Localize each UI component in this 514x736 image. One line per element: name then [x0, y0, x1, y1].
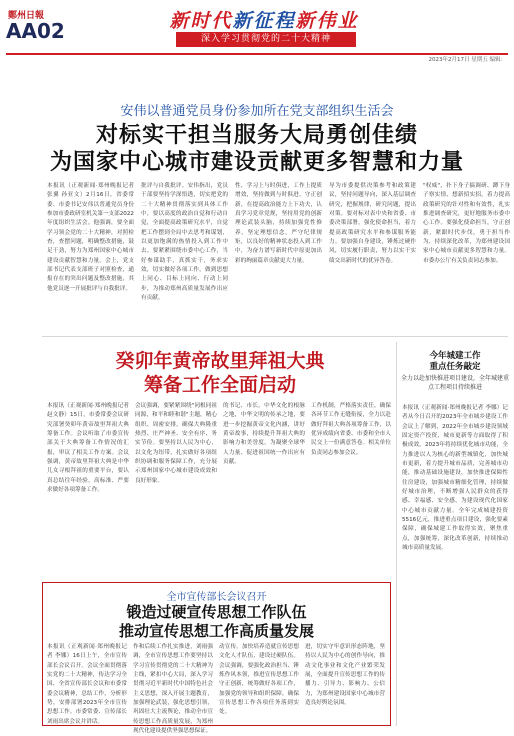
article2-column-3: 的书记、市长。中华文化的根脉之地，中华文明的传承之地，要进一步挖掘黄帝文化内涵，讲好黄帝故事，持续提升拜祖大典的影响力和美誉度，为凝聚全球华人力量、促进祖国统一作出应有贡献。: [223, 403, 305, 466]
article3-column-2: 作和后续工作扎实推进，刘雨强调，全市宣传思想工作要坚持以学习宣传贯彻党的二十大精神为主线，紧扣中心大局，深入学习贯彻习近平新时代中国特色社会主义思想，深入开展主题教育，加强理论武装，强化思想引领，巩固壮大主流舆论，推动全市宣传思想工作高质量发展，为郑州现代化建设提供坚强思想保证。: [133, 644, 213, 735]
banner-title-part-1: 新时代: [169, 10, 233, 32]
article2-headline-line1: 癸卯年黄帝故里拜祖大典: [115, 350, 325, 372]
newspaper-name: 鄭州日報: [8, 11, 45, 21]
article3-column-1: 本报讯（正观新闻·郑州晚报记者 李娜）16日上午，全市宣传部长会议召开。会议全面贯彻落实党的二十大精神，传达学习全国、全省宣传部长会议和市委常委会议精神，总结工作，分析形势，安排部署2023年全市宣传思想工作。市委常委、宣传部长刘雨出席会议并讲话。: [47, 644, 127, 725]
banner-title: [152, 6, 376, 33]
banner-title-part-2: 新征程: [232, 10, 296, 32]
section-banner: [152, 6, 376, 52]
article3-box: [42, 582, 391, 735]
banner-title-part-3: 新伟业: [295, 10, 359, 32]
article1-column-1: 本报讯（正观新闻·郑州晚报记者 张翼 孙亚文）2月16日，省委常委、市委书记安伟以普通党员身份参加市委政研室机关第一支部2022年度组织生活会。他强调，要全面学习领会党的二十大精神，对照检查，查摆问题，明确整改措施，鼓足干劲，努力为郑州国家中心城市建设贡献智慧和力量。会上，党支部书记代表支部班子对照检查，通报存在的突出问题及整改措施，其他党员逐一开展批评与自我批评。: [47, 183, 134, 292]
article2-column-1: 本报讯（正观新闻·郑州晚报记者 赵文静）15日，市委常委会议研究部署癸卯年黄帝故里拜祖大典筹备工作。会议听取了市委宣传部关于大典筹备工作情况的汇报，审议了相关工作方案。会议强调，黄帝故里拜祖大典是中华儿女寻根拜祖的重要平台，要认真总结往年经验，高标准、严要求做好各项筹备工作。: [47, 403, 129, 494]
article1-headline-line1: 对标实干担当服务大局勇创佳绩: [95, 122, 418, 148]
section-divider: [42, 336, 508, 337]
sidebar-headline-line1: 今年城建工作: [429, 351, 481, 361]
article1-column-4: 导为市委提供决策参考和政策建议，坚持问题导向，深入基层调查研究，把握规律，研究问题，提出对策。要对标对表中央和省委、市委决策部署，强化使命担当，着力提高政策研究水平和参谋服务能力。要加强自身建设，锤炼过硬作风，切实履行职责，努力以实干实绩交出新时代的优异答卷。: [329, 183, 416, 264]
article2-column-4: 工作机制，严格落实责任，确保各环节工作无缝衔接，全力以赴做好拜祖大典各项筹备工作，以优异成绩向省委、市委和全市人民交上一份满意答卷。相关单位负责同志参加会议。: [311, 403, 391, 456]
article3-headline-line2: 推动宣传思想工作高质量发展: [118, 622, 314, 640]
article1-column-2: 批评与自我批评。安伟指出，党员干部要坚持学深悟透，切实把党的二十大精神贯彻落实到具体工作中，要以高度的政治自觉和行动自觉，全面提高政策研究水平，自觉把工作摆到全局中去思考和谋划，以更加饱满的热情投入到工作中去。要紧紧围绕市委中心工作，当好参谋助手，真抓实干，务求实效，切实做好各项工作，做到思想上同心、目标上同向、行动上同步，为推动郑州高质量发展作出应有贡献。: [141, 183, 228, 302]
article3-column-4: 进，切实守牢意识形态阵地，坚持以人民为中心的创作导向，推动文化事业和文化产业繁荣发展，全面提升宣传思想工作的传播力、引导力、影响力、公信力，为郑州建设国家中心城市营造良好舆论氛围。: [305, 644, 385, 707]
sidebar-body: 本报讯（正观新闻·郑州晚报记者 李娜）记者从今日召开的2023年全市城乡建设工作会议上了解到，2022年全市城乡建设领域固定资产投资、城市更新等方面取得了积极成效。2023年将持续优化城市功能，全力推进以人为核心的新型城镇化，加快城市更新，着力提升城市品质，完善城市功能，推动基础设施建设，加快推进保障性住房建设，加强城市精细化管理，持续做好城市治理，不断增强人民群众的获得感、幸福感、安全感，为建设现代化国家中心城市贡献力量。全年完成城建投资5516亿元，推进重点项目建设，强化要素保障，确保城建工作取得实效，聚焦重点，加强统筹，深化改革创新，持续推动城市高质量发展。: [402, 405, 508, 552]
article3-column-3: 动宣传。加快培养造就宣传思想文化人才队伍，建设过硬队伍。会议强调，要强化政治担当、锤炼作风本领，推进宣传思想工作守正创新，统筹做好各项工作，加强党的领导和组织保障，确保宣传思想工作各项任务落到实处。: [219, 644, 299, 716]
issue-info: 2023年2月17日 星期五 编辑：: [428, 57, 506, 63]
page-number: AA02: [6, 19, 65, 43]
sidebar-subheadline: 全力以赴加快推进项目建设，全年城建重点工程项目持续推进: [400, 375, 509, 391]
sidebar-headline: [400, 351, 510, 373]
sidebar-headline-line2: 重点任务敲定: [429, 362, 481, 372]
article1-column-5: "权威"，扑下身子搞调研、蹲下身子察实情、想新招实招，着力提高政策研究的针对性和有效性，扎实推进调查研究，更好地服务市委中心工作。要强化使命担当，守正创新，紧跟时代步伐，勇于担当作为，持续深化改革，为郑州建设国家中心城市贡献更多智慧和力量。市委办公厅有关负责同志参加。: [423, 183, 510, 264]
article3-headline-line1: 锻造过硬宣传思想工作队伍: [126, 603, 307, 621]
article1-headline-line2: 为国家中心城市建设贡献更多智慧和力量: [49, 149, 464, 175]
article1-kicker: 安伟以普通党员身份参加所在党支部组织生活会: [120, 104, 394, 119]
page-header: [0, 0, 514, 62]
sidebar-divider: [396, 342, 397, 726]
article3-kicker: 全市宣传部长会议召开: [166, 592, 267, 603]
banner-subtitle: 深入学习贯彻党的二十大精神: [176, 32, 356, 47]
article2-column-2: 会议强调，要紧紧围绕"同根同祖同源，和平和睦和谐"主题，精心组织、周密安排，确保大典隆重热烈、庄严神圣、安全有序、务实节俭。要坚持以人民为中心，以文化为纽带，扎实做好各项组织协调和服务保障工作，充分展示郑州国家中心城市建设成效和良好形象。: [135, 403, 217, 484]
article2-headline-line2: 筹备工作全面启动: [143, 374, 296, 396]
article1-column-3: 性，学习上与时俱进，工作上提质增效，坚持做到与时俱进、守正创新，在提高政治能力上下功夫，认真学习党章党规，坚持用党的创新理论武装头脑，持续加强党性修养，坚定理想信念，严守纪律规矩，以良好的精神状态投入到工作中，为奋力谱写新时代中原更加出彩的绚丽篇章贡献更大力量。: [235, 183, 322, 264]
